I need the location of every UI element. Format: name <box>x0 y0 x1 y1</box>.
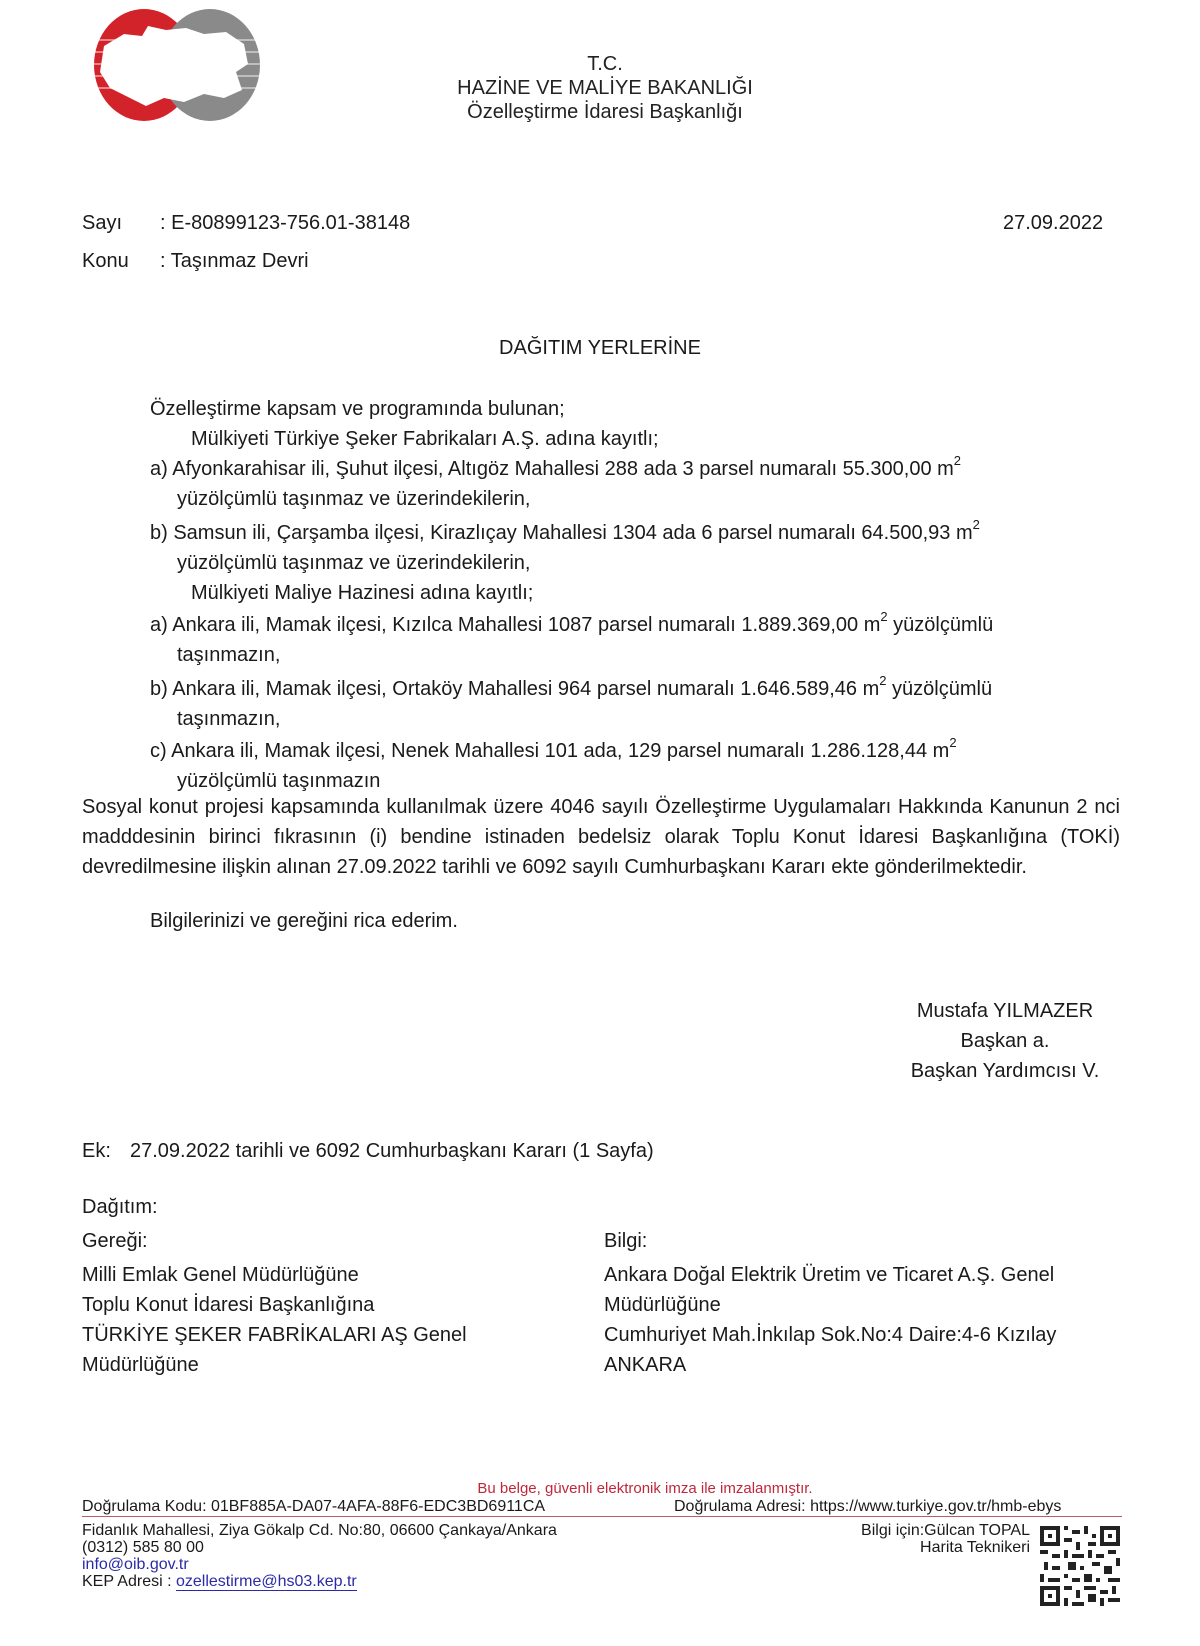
sayi-label: Sayı <box>82 212 123 234</box>
property-line: b) Ankara ili, Mamak ilçesi, Ortaköy Mahallesi 964 parsel numaralı 1.646.589,46 m <box>150 678 880 700</box>
property-line2: yüzölçümlü taşınmazın <box>177 770 381 792</box>
geregi-label: Gereği: <box>82 1230 148 1252</box>
geregi-line: Toplu Konut İdaresi Başkanlığına <box>82 1294 375 1316</box>
property-item: b) Samsun ili, Çarşamba ilçesi, Kirazlıçay Mahallesi 1304 ada 6 parsel numaralı 64.500,93 $m^2$ yüzölçümlü taşınmaz ve üzerindekilerin, <box>150 518 1120 578</box>
property-line: a) Afyonkarahisar ili, Şuhut ilçesi, Altıgöz Mahallesi 288 ada 3 parsel numaralı 55.300,00 m <box>150 458 954 480</box>
contact-name: Bilgi için:Gülcan TOPAL <box>861 1522 1030 1539</box>
main-paragraph: Sosyal konut projesi kapsamında kullanılmak üzere 4046 sayılı Özelleştirme Uygulamaları Hakkında Kanunun 2 nci madddesinin birinci fıkrasının (i) bendine istinaden bedelsiz olarak Toplu Konut İdaresi Başkanlığına (TOKİ) devredilmesine ilişkin alınan 27.09.2022 tarihli ve 6092 sayılı Cumhurbaşkanı Kararı ekte gönderilmektedir. <box>82 796 1120 878</box>
contact-person <box>800 1522 1030 1556</box>
footer-divider <box>82 1516 1122 1517</box>
header-tc: T.C. <box>587 53 623 75</box>
sayi-row <box>82 212 410 235</box>
property-item: c) Ankara ili, Mamak ilçesi, Nenek Mahallesi 101 ada, 129 parsel numaralı 1.286.128,44 $m^2$ yüzölçümlü taşınmazın <box>150 736 1120 796</box>
footer-contact <box>82 1522 557 1590</box>
header-department: Özelleştirme İdaresi Başkanlığı <box>467 101 743 123</box>
konu-row <box>82 250 309 273</box>
qr-code-icon <box>1040 1526 1120 1606</box>
document-date: 27.09.2022 <box>1003 212 1104 234</box>
verification-address[interactable]: Doğrulama Adresi: https://www.turkiye.gov.tr/hmb-ebys <box>674 1498 1062 1515</box>
property-line: b) Samsun ili, Çarşamba ilçesi, Kirazlıçay Mahallesi 1304 ada 6 parsel numaralı 64.500,93 m <box>150 522 973 544</box>
geregi-line: TÜRKİYE ŞEKER FABRİKALARI AŞ Genel <box>82 1324 467 1346</box>
geregi-block <box>82 1226 467 1380</box>
signer-name: Mustafa YILMAZER <box>916 1000 1094 1022</box>
signer-title2: Başkan Yardımcısı V. <box>910 1060 1100 1082</box>
intro-text: Özelleştirme kapsam ve programında bulunan; <box>150 398 565 420</box>
sayi-value: : E-80899123-756.01-38148 <box>160 212 411 234</box>
signature-block <box>880 996 1130 1086</box>
group1-heading: Mülkiyeti Türkiye Şeker Fabrikaları A.Ş. adına kayıtlı; <box>191 428 659 450</box>
footer-email[interactable]: info@oib.gov.tr <box>82 1556 189 1573</box>
property-item: a) Ankara ili, Mamak ilçesi, Kızılca Mahallesi 1087 parsel numaralı 1.889.369,00 $m^2$ yüzölçümlü taşınmazın, <box>150 610 1120 670</box>
property-line: c) Ankara ili, Mamak ilçesi, Nenek Mahallesi 101 ada, 129 parsel numaralı 1.286.128,44 m <box>150 740 950 762</box>
property-item: b) Ankara ili, Mamak ilçesi, Ortaköy Mahallesi 964 parsel numaralı 1.646.589,46 $m^2$ yüzölçümlü taşınmazın, <box>150 674 1120 734</box>
footer-phone: (0312) 585 80 00 <box>82 1539 204 1556</box>
group2-heading: Mülkiyeti Maliye Hazinesi adına kayıtlı; <box>191 582 534 604</box>
konu-value: : Taşınmaz Devri <box>160 250 309 272</box>
closing-text: Bilgilerinizi ve gereğini rica ederim. <box>150 910 458 932</box>
geregi-line: Müdürlüğüne <box>82 1354 199 1376</box>
property-item: a) Afyonkarahisar ili, Şuhut ilçesi, Altıgöz Mahallesi 288 ada 3 parsel numaralı 55.300,00 $m^2$ yüzölçümlü taşınmaz ve üzerindekilerin, <box>150 454 1120 514</box>
bilgi-block <box>604 1226 1056 1380</box>
property-line2: taşınmazın, <box>177 644 281 666</box>
footer-address: Fidanlık Mahallesi, Ziya Gökalp Cd. No:80, 06600 Çankaya/Ankara <box>82 1522 557 1539</box>
verification-code: Doğrulama Kodu: 01BF885A-DA07-4AFA-88F6-EDC3BD6911CA <box>82 1498 546 1515</box>
header-ministry: HAZİNE VE MALİYE BAKANLIĞI <box>457 77 753 99</box>
esign-notice: Bu belge, güvenli elektronik imza ile imzalanmıştır. <box>477 1480 813 1497</box>
attachment-text: 27.09.2022 tarihli ve 6092 Cumhurbaşkanı Kararı (1 Sayfa) <box>130 1140 654 1162</box>
property-line2: yüzölçümlü taşınmaz ve üzerindekilerin, <box>177 552 531 574</box>
attachment-row <box>82 1136 654 1166</box>
property-line: a) Ankara ili, Mamak ilçesi, Kızılca Mahallesi 1087 parsel numaralı 1.889.369,00 m <box>150 614 881 636</box>
property-line2: yüzölçümlü taşınmaz ve üzerindekilerin, <box>177 488 531 510</box>
bilgi-line: Cumhuriyet Mah.İnkılap Sok.No:4 Daire:4-6 Kızılay <box>604 1324 1057 1346</box>
oib-logo <box>86 6 268 124</box>
bilgi-line: Ankara Doğal Elektrik Üretim ve Ticaret A.Ş. Genel <box>604 1264 1055 1286</box>
letterhead <box>380 52 830 124</box>
bilgi-label: Bilgi: <box>604 1230 648 1252</box>
bilgi-line: ANKARA <box>604 1354 687 1376</box>
signer-title1: Başkan a. <box>960 1030 1050 1052</box>
page-title: DAĞITIM YERLERİNE <box>499 337 701 359</box>
footer-kep-row <box>82 1573 557 1590</box>
kep-address-link[interactable]: ozellestirme@hs03.kep.tr <box>175 1573 357 1590</box>
property-line2: taşınmazın, <box>177 708 281 730</box>
contact-title: Harita Teknikeri <box>920 1539 1030 1556</box>
geregi-line: Milli Emlak Genel Müdürlüğüne <box>82 1264 359 1286</box>
logo-icon <box>86 6 268 124</box>
konu-label: Konu <box>82 250 129 272</box>
attachment-label: Ek: <box>82 1140 111 1162</box>
bilgi-line: Müdürlüğüne <box>604 1294 721 1316</box>
kep-label: KEP Adresi : <box>82 1573 176 1590</box>
distribution-label: Dağıtım: <box>82 1196 158 1218</box>
